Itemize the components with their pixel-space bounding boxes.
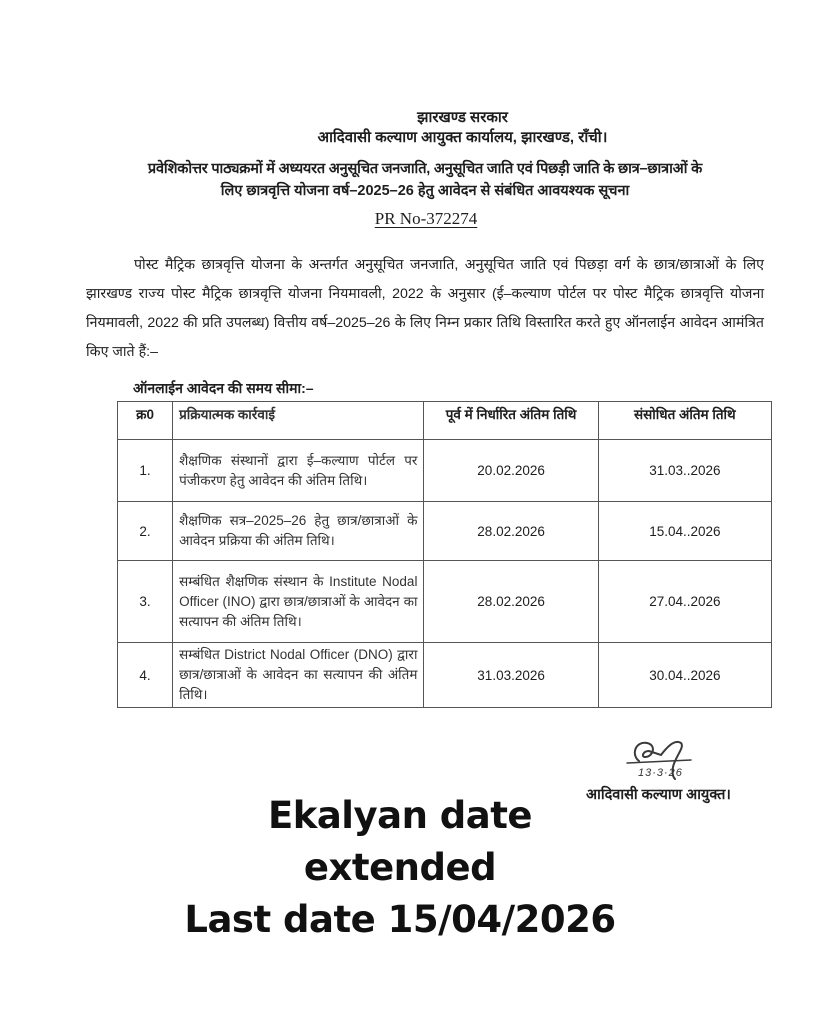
row-serial: 3.: [118, 561, 173, 643]
row-previous-date: 28.02.2026: [424, 561, 598, 643]
row-action: सम्बंधित शैक्षणिक संस्थान के Institute Nodal Officer (INO) द्वारा छात्र/छात्राओं के आवेदन का सत्यापन की अंतिम तिथि।: [173, 561, 424, 643]
table-header-row: [118, 402, 772, 440]
row-previous-date: 28.02.2026: [424, 502, 598, 561]
table-row: [118, 561, 772, 643]
body-paragraph: पोस्ट मैट्रिक छात्रवृत्ति योजना के अन्तर्गत अनुसूचित जनजाति, अनुसूचित जाति एवं पिछड़ा वर्ग के छात्र/छात्राओं के लिए झारखण्ड राज्य पोस्ट मैट्रिक छात्रवृत्ति योजना नियमावली, 2022 के अनुसार (ई–कल्याण पोर्टल पर पोस्ट मैट्रिक छात्रवृत्ति योजना नियमावली, 2022 की प्रति उपलब्ध) वित्तीय वर्ष–2025–26 के लिए निम्न प्रकार तिथि विस्तारित करते हुए ऑनलाईन आवेदन आमंत्रित किए जाते हैं:–: [86, 257, 764, 360]
table-row: [118, 502, 772, 561]
overlay-line-1: Ekalyan date: [267, 794, 533, 837]
row-revised-date: 31.03..2026: [598, 440, 771, 502]
row-action: शैक्षणिक संस्थानों द्वारा ई–कल्याण पोर्टल पर पंजीकरण हेतु आवेदन की अंतिम तिथि।: [173, 440, 424, 502]
office-header: आदिवासी कल्याण आयुक्त कार्यालय, झारखण्ड, राँची।: [317, 129, 608, 146]
row-previous-date: 31.03.2026: [424, 643, 598, 708]
row-action: सम्बंधित District Nodal Officer (DNO) द्वारा छात्र/छात्राओं के आवेदन का सत्यापन की अंतिम तिथि।: [173, 643, 424, 708]
signature-date: 13·3·26: [638, 767, 683, 779]
schedule-table: [117, 401, 772, 708]
government-header: झारखण्ड सरकार: [417, 109, 508, 126]
header-action: प्रक्रियात्मक कार्रवाई: [173, 402, 424, 440]
row-previous-date: 20.02.2026: [424, 440, 598, 502]
signatory-title: आदिवासी कल्याण आयुक्त।: [586, 787, 731, 803]
row-action: शैक्षणिक सत्र–2025–26 हेतु छात्र/छात्राओं के आवेदन प्रक्रिया की अंतिम तिथि।: [173, 502, 424, 561]
table-caption: ऑनलाईन आवेदन की समय सीमा:–: [133, 380, 314, 396]
body-paragraph-block: [86, 251, 764, 367]
subject-line-1: प्रवेशिकोत्तर पाठ्यक्रमों में अध्ययरत अनुसूचित जनजाति, अनुसूचित जाति एवं पिछड़ी जाति के छात्र–छात्राओं के: [147, 161, 703, 177]
row-serial: 4.: [118, 643, 173, 708]
overlay-line-3: Last date 15/04/2026: [184, 898, 616, 941]
row-serial: 1.: [118, 440, 173, 502]
row-revised-date: 27.04..2026: [598, 561, 771, 643]
row-revised-date: 30.04..2026: [598, 643, 771, 708]
row-serial: 2.: [118, 502, 173, 561]
header-serial: क्र0: [118, 402, 173, 440]
row-revised-date: 15.04..2026: [598, 502, 771, 561]
header-previous-date: पूर्व में निर्धारित अंतिम तिथि: [424, 402, 598, 440]
header-revised-date: संसोधित अंतिम तिथि: [598, 402, 771, 440]
subject-line-2: लिए छात्रवृत्ति योजना वर्ष–2025–26 हेतु आवेदन से संबंधित आवयश्यक सूचना: [220, 183, 630, 199]
pr-number: PR No-372274: [374, 209, 478, 228]
pr-number-row: [0, 209, 817, 229]
table-row: [118, 643, 772, 708]
overlay-line-2: extended: [303, 846, 497, 889]
table-row: [118, 440, 772, 502]
